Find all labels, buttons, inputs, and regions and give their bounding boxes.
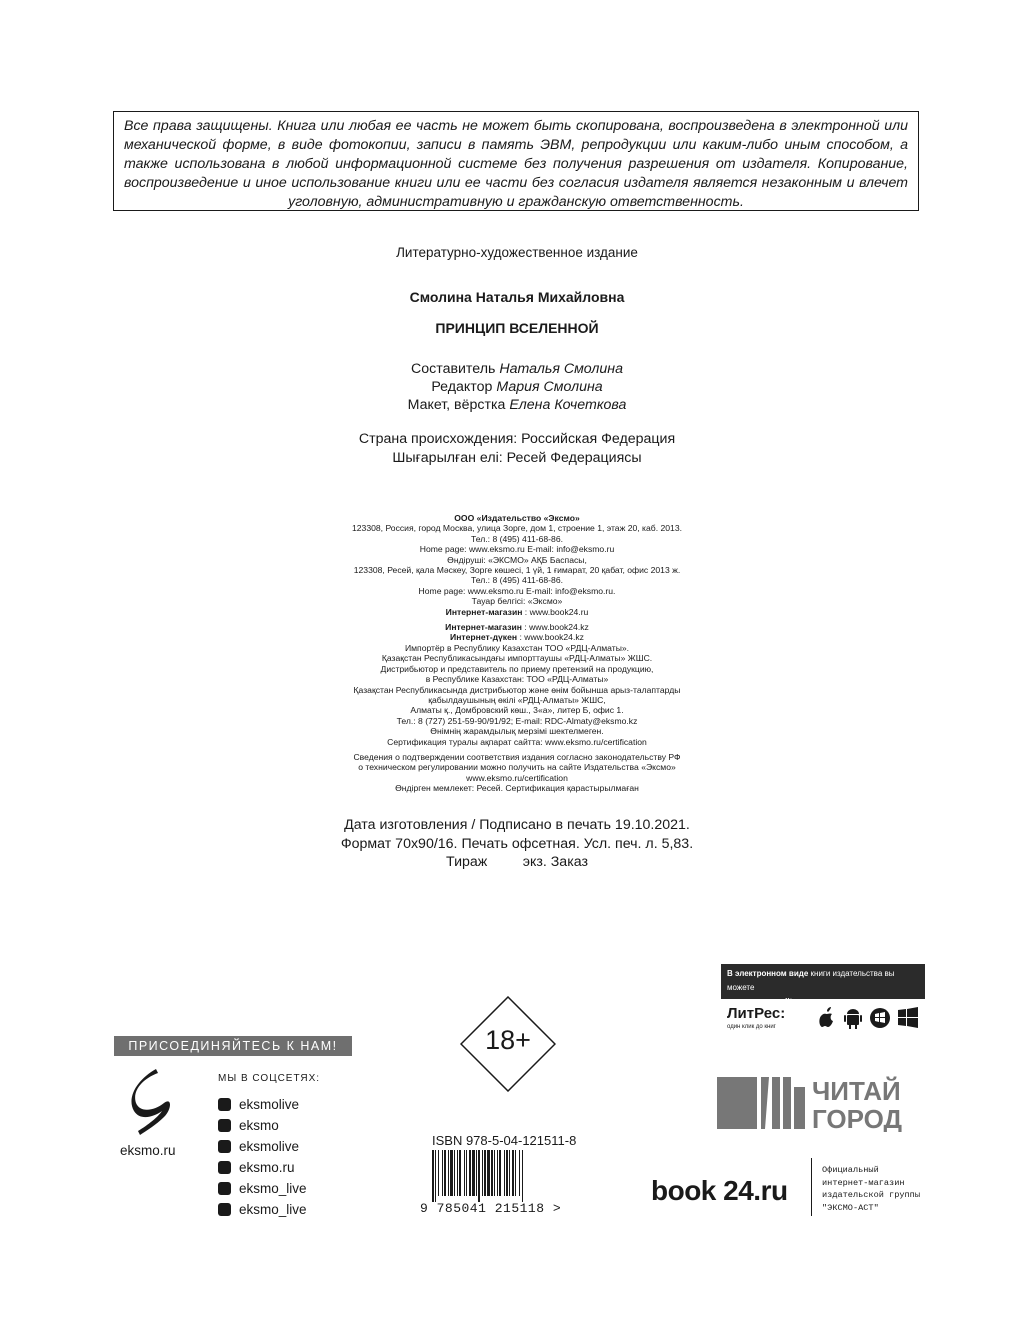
barcode-bar <box>432 1150 434 1202</box>
barcode-bar <box>491 1150 493 1196</box>
barcode-bar <box>459 1150 461 1196</box>
barcode-bar <box>454 1150 455 1196</box>
imprint-line: Home page: www.eksmo.ru E-mail: info@eksmo.ru. <box>418 585 616 596</box>
book24-divider <box>811 1158 812 1216</box>
litres-banner <box>721 964 925 1006</box>
litres-banner-bold: В электронном виде <box>727 969 809 978</box>
barcode-digits: 9 785041 215118 > <box>420 1201 562 1216</box>
social-list <box>218 1094 307 1220</box>
barcode-bar <box>494 1150 495 1196</box>
youtube-icon <box>218 1182 231 1195</box>
imprint-line: Өндірген мемлекет: Ресей. Сертификация қарастырылмаған <box>395 783 639 794</box>
eksmo-logo-icon <box>128 1069 176 1141</box>
social-handle: eksmo.ru <box>239 1160 295 1175</box>
barcode-bar <box>466 1150 467 1196</box>
imprint-line: Сведения о подтверждении соответствия издания согласно законодательству РФ <box>353 751 681 762</box>
book24-tagline-line: "ЭКСМО-АСТ" <box>822 1202 879 1213</box>
imprint-line: www.eksmo.ru/certification <box>466 772 568 783</box>
book24-tagline-line: Официальный <box>822 1165 879 1175</box>
barcode-bar <box>478 1150 480 1202</box>
isbn: ISBN 978-5-04-121511-8 <box>432 1133 577 1148</box>
imprint-line: Home page: www.eksmo.ru E-mail: info@eksmo.ru <box>419 544 615 555</box>
social-title: МЫ В СОЦСЕТЯХ: <box>218 1073 321 1084</box>
chitai-gorod-logo <box>717 1075 922 1132</box>
chitai-line2: ГОРОД <box>812 1104 903 1132</box>
eksmo-site-link[interactable]: eksmo.ru <box>120 1143 176 1158</box>
barcode-bar <box>504 1150 505 1196</box>
imprint-line: о техническом регулировании можно получить на сайте Издательства «Эксмо» <box>358 762 676 773</box>
barcode-bar <box>472 1150 475 1196</box>
twitter-icon <box>218 1203 231 1216</box>
social-item-youtube[interactable] <box>218 1178 307 1199</box>
barcode-bar <box>506 1150 508 1196</box>
book24-tagline-line: издательской группы <box>822 1190 920 1200</box>
barcode-bar <box>515 1150 516 1196</box>
imprint-line: қабылдаушының өкілі «РДЦ-Алматы» ЖШС, <box>428 694 606 705</box>
credit-layout: Макет, вёрстка Елена Кочеткова <box>407 397 627 413</box>
litres-banner-text: книги издательства вы можете <box>727 969 895 992</box>
barcode-bar <box>438 1150 439 1196</box>
online-shop-ru: Интернет-магазин : www.book24.ru <box>445 606 589 617</box>
book-title: ПРИНЦИП ВСЕЛЕННОЙ <box>435 320 599 336</box>
social-item-twitter[interactable] <box>218 1199 307 1220</box>
publisher-name: ООО «Издательство «Эксмо» <box>454 513 580 523</box>
online-shop-kz: Интернет-магазин : www.book24.kz <box>445 622 589 633</box>
litres-link[interactable]: www.litres.ru <box>764 997 815 1006</box>
author-name: Смолина Наталья Михайловна <box>409 289 625 305</box>
barcode-bar <box>476 1150 477 1196</box>
imprint-line: Тауар белгісі: «Эксмо» <box>471 596 563 607</box>
barcode-bar <box>497 1150 498 1196</box>
barcode-bar <box>499 1150 501 1196</box>
barcode-bar <box>464 1150 465 1196</box>
barcode-bar <box>457 1150 458 1196</box>
barcode-bar <box>487 1150 490 1196</box>
join-us-banner: ПРИСОЕДИНЯЙТЕСЬ К НАМ! <box>114 1036 352 1056</box>
facebook-icon <box>218 1098 231 1111</box>
online-shop-kz-kazakh: Интернет-дүкен : www.book24.kz <box>450 632 584 643</box>
social-item-site[interactable] <box>218 1157 307 1178</box>
litres-banner-text: купить на <box>727 997 765 1006</box>
imprint-line: Тел.: 8 (495) 411-68-86. <box>471 575 563 586</box>
print-date: Дата изготовления / Подписано в печать 19.10.2021. <box>344 817 690 833</box>
barcode-bar <box>509 1150 510 1196</box>
imprint-line: Дистрибьютор и представитель по приему претензий на продукцию, <box>380 663 654 674</box>
chitai-line1: ЧИТАЙ <box>812 1076 901 1106</box>
imprint-line: Тел.: 8 (495) 411-68-86. <box>471 533 563 544</box>
barcode <box>430 1150 580 1202</box>
platform-icons <box>818 1006 920 1030</box>
social-handle: eksmolive <box>239 1139 300 1154</box>
imprint-line: Қазақстан Республикасындағы импорттаушы «РДЦ-Алматы» ЖШС. <box>381 653 653 664</box>
barcode-bar <box>444 1150 446 1196</box>
barcode-bar <box>435 1150 436 1202</box>
country-ru: Страна происхождения: Российская Федерация <box>358 431 676 447</box>
credits <box>0 360 1034 414</box>
social-handle: eksmo_live <box>239 1181 307 1196</box>
windows-icon <box>898 1007 918 1028</box>
credit-compiler: Составитель Наталья Смолина <box>411 361 623 377</box>
imprint-line: Өнімнің жарамдылық мерзімі шектелмеген. <box>430 726 604 737</box>
eksmo-site-icon <box>218 1161 231 1174</box>
print-format: Формат 70x90/16. Печать офсетная. Усл. печ. л. 5,83. <box>340 835 694 852</box>
imprint-line: Тел.: 8 (727) 251-59-90/91/92; E-mail: RDC-Almaty@eksmo.kz <box>396 715 638 726</box>
imprint-line: Импортёр в Республику Казахстан ТОО «РДЦ-Алматы». <box>404 642 630 653</box>
barcode-bar <box>482 1150 483 1196</box>
vk-icon <box>218 1119 231 1132</box>
imprint-line: Сертификация туралы ақпарат сайтта: www.eksmo.ru/certification <box>387 736 647 747</box>
apple-icon <box>819 1007 833 1027</box>
book24-logo: book 24.ru <box>651 1175 788 1206</box>
copyright-notice: Все права защищены. Книга или любая ее часть не может быть скопирована, воспроизведена в электронной или механической форме, в виде фотокопии, записи в память ЭВМ, репродукции или каким-либо иным способом, а также использована в любой информационной системе без получения разрешения от издателя. Копирование, воспроизведение и иное использование книги или ее части без согласия издателя является незаконным и влечет уголовную, административную и гражданскую ответственность. <box>113 111 919 211</box>
windows-phone-icon <box>870 1008 890 1028</box>
instagram-icon <box>218 1140 231 1153</box>
social-handle: eksmo_live <box>239 1202 307 1217</box>
imprint-line: в Республике Казахстан: ТОО «РДЦ-Алматы» <box>425 674 609 685</box>
android-icon <box>844 1009 862 1029</box>
imprint-line: Өндіруші: «ЭКСМО» АҚБ Баспасы, <box>447 554 587 565</box>
country-of-origin <box>0 430 1034 468</box>
book24-tagline <box>822 1164 920 1214</box>
social-item-vk[interactable] <box>218 1115 307 1136</box>
litres-tagline: один клик до книг <box>727 1024 776 1030</box>
social-handle: eksmo <box>239 1118 279 1133</box>
barcode-bar <box>448 1150 449 1196</box>
country-kz: Шығарылған елі: Ресей Федерациясы <box>392 450 642 466</box>
barcode-bar <box>519 1150 520 1196</box>
print-run: Тираж экз. Заказ <box>446 854 588 870</box>
social-handle: eksmolive <box>239 1097 300 1112</box>
barcode-bar <box>450 1150 453 1196</box>
imprint-line: Алматы қ., Домбровский көш., 3«а», литер Б, офис 1. <box>410 705 624 716</box>
barcode-bar <box>522 1150 523 1202</box>
credit-editor: Редактор Мария Смолина <box>431 379 603 395</box>
social-item-instagram[interactable] <box>218 1136 307 1157</box>
barcode-bar <box>512 1150 514 1196</box>
genre-label: Литературно-художественное издание <box>396 245 638 260</box>
imprint-line: 123308, Ресей, қала Мәскеу, Зорге көшесі, 1 үй, 1 ғимарат, 20 қабат, офис 2013 ж. <box>353 565 681 576</box>
imprint-line: 123308, Россия, город Москва, улица Зорге, дом 1, строение 1, этаж 20, каб. 2013. <box>352 523 682 534</box>
imprint-line: Қазақстан Республикасында дистрибьютор және өнім бойынша арыз-талаптарды <box>353 684 681 695</box>
print-info <box>0 816 1034 872</box>
age-rating: 18+ <box>485 1025 531 1055</box>
imprint <box>0 513 1034 794</box>
book24-tagline-line: интернет-магазин <box>822 1177 905 1188</box>
barcode-bar <box>442 1150 443 1196</box>
barcode-bar <box>484 1150 486 1196</box>
social-item-facebook[interactable] <box>218 1094 307 1115</box>
litres-logo: ЛитРес: <box>727 1005 786 1022</box>
barcode-bar <box>469 1150 471 1196</box>
